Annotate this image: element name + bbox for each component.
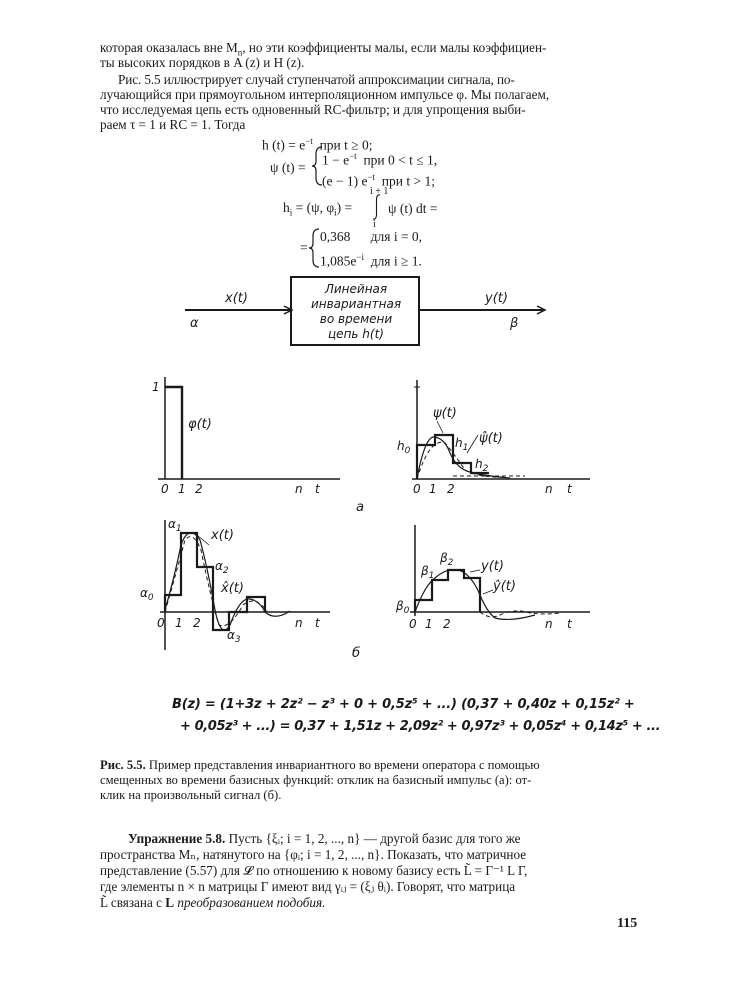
block-diagram xyxy=(170,270,560,350)
equation-psi-case1: $1 - e^{-t}$ при 0 < t ≤ 1, xyxy=(322,151,438,168)
formula-line-2: + 0,05z³ + ...) = 0,37 + 1,51z + 2,09z² + 0,97z³ + 0,05z⁴ + 0,14z⁵ + ... xyxy=(180,719,661,734)
x-tick-2: 2 xyxy=(443,617,451,631)
x-tick-1: 1 xyxy=(425,617,433,631)
phi-pulse xyxy=(165,387,182,479)
psi-label: ψ(t) xyxy=(433,406,457,421)
page-number: 115 xyxy=(617,916,638,931)
equation-h: h $(t) = e^{-t}$ при t ≥ 0; xyxy=(262,136,373,153)
phi-label: φ(t) xyxy=(188,417,212,432)
x-tick-n: n xyxy=(545,482,553,496)
h0-label: $h_0$ xyxy=(397,439,411,456)
x-tick-2: 2 xyxy=(195,482,203,496)
x-tick-t: t xyxy=(315,482,320,496)
alpha3-label: $\alpha_3$ xyxy=(227,628,241,645)
equation-integrand: ψ (t) dt = xyxy=(388,201,438,216)
exercise-line-3: представление (5.57) для 𝓛 по отношению к новому базису есть L̃ = Γ⁻¹ L Γ, xyxy=(100,863,528,878)
exercise-line-1: Упражнение 5.8. Пусть {ξᵢ; i = 1, 2, ..., n} — другой базис для того же xyxy=(128,831,521,846)
output-label: y(t) xyxy=(485,291,508,306)
integral-upper-limit: i + 1 xyxy=(370,186,389,197)
input-label: x(t) xyxy=(225,291,248,306)
para2-line-4: раем τ = 1 и RC = 1. Тогда xyxy=(100,117,246,132)
equation-hi: $h_i = (\psi$, $\varphi_i$) = xyxy=(283,200,353,218)
x-tick-0: 0 xyxy=(161,482,169,496)
plot-b-right xyxy=(395,520,595,635)
box-text-4: цепь h(t) xyxy=(328,327,384,341)
beta2-label: $\beta_2$ xyxy=(440,551,454,568)
formula-line-1: B(z) = (1+3z + 2z² − z³ + 0 + 0,5z⁵ + ...) (0,37 + 0,40z + 0,15z² + xyxy=(172,697,635,712)
figure-caption-line-1: Рис. 5.5. Пример представления инвариантного во времени оператора с помощью xyxy=(100,758,540,772)
x-tick-n: n xyxy=(295,616,303,630)
exercise-line-5: L̃ связана с L преобразованием подобия. xyxy=(100,895,326,910)
plot-b-left xyxy=(135,515,335,650)
x-tick-0: 0 xyxy=(157,616,165,630)
equation-val-case2: $1,085e^{-i}$ для i ≥ 1. xyxy=(320,252,422,269)
para2-line-3: что исследуемая цепь есть одновенный RC-фильтр; и для упрощения выби- xyxy=(100,102,526,117)
x-tick-t: t xyxy=(315,616,320,630)
box-text-2: инвариантная xyxy=(310,297,402,311)
y-label: y(t) xyxy=(481,559,504,574)
exercise-line-4: где элементы n × n матрицы Γ имеют вид γᵢⱼ = (ξⱼ θᵢ). Говорят, что матрица xyxy=(100,879,516,894)
figure-caption-line-3: клик на произвольный сигнал (б). xyxy=(100,788,282,802)
equation-val-eq: = xyxy=(300,240,308,255)
h2-label: $h_2$ xyxy=(475,457,489,474)
subfigure-a-label: а xyxy=(356,500,365,515)
alpha2-label: $\alpha_2$ xyxy=(215,559,229,576)
psi-hat-label: ψ̂(t) xyxy=(479,431,503,446)
para2-line-2: лучающийся при прямоугольном интерполяционном импульсе φ. Мы полагаем, xyxy=(100,87,550,102)
subfigure-b-label: б xyxy=(352,646,361,661)
x-tick-1: 1 xyxy=(175,616,183,630)
equation-psi-lhs: ψ (t) = xyxy=(270,160,306,175)
x-hat-label: x̂(t) xyxy=(221,581,244,596)
alpha0-label: $\alpha_0$ xyxy=(140,586,154,603)
box-text-3: во времени xyxy=(319,312,393,326)
x-tick-0: 0 xyxy=(413,482,421,496)
y-hat-label: ŷ(t) xyxy=(493,579,516,594)
y-tick-1: 1 xyxy=(152,380,160,394)
beta1-label: $\beta_1$ xyxy=(421,564,435,581)
x-tick-n: n xyxy=(545,617,553,631)
x-tick-2: 2 xyxy=(193,616,201,630)
text-line-1: которая оказалась вне $M_n$, но эти коэффициенты малы, если малы коэффициен- xyxy=(100,40,547,58)
x-tick-1: 1 xyxy=(429,482,437,496)
alpha1-label: $\alpha_1$ xyxy=(168,517,182,534)
input-coef: α xyxy=(190,316,199,331)
x-tick-1: 1 xyxy=(178,482,186,496)
para2-line-1: Рис. 5.5 иллюстрирует случай ступенчатой аппроксимации сигнала, по- xyxy=(118,72,515,87)
equation-val-case1: 0,368 для i = 0, xyxy=(320,229,423,244)
x-label: x(t) xyxy=(211,528,234,543)
exercise-line-2: пространства Mₙ, натянутого на {φᵢ; i = 1, 2, ..., n}. Показать, что матричное xyxy=(100,847,527,862)
equation-psi-case2: (e − 1) $e^{-t}$ при t > 1; xyxy=(322,172,435,189)
x-tick-2: 2 xyxy=(447,482,455,496)
output-coef: β xyxy=(510,316,519,331)
x-tick-t: t xyxy=(567,617,572,631)
figure-caption-line-2: смещенных во времени базисных функций: отклик на базисный импульс (а): от- xyxy=(100,773,532,787)
h1-label: $h_1$ xyxy=(455,436,469,453)
text-line-2: ты высоких порядков в A (z) и H (z). xyxy=(100,55,305,70)
x-tick-n: n xyxy=(295,482,303,496)
x-tick-0: 0 xyxy=(409,617,417,631)
plot-a-right xyxy=(395,375,595,500)
integral-lower-limit: i xyxy=(373,219,376,230)
plot-a-left xyxy=(140,365,345,500)
x-tick-t: t xyxy=(567,482,572,496)
beta0-label: $\beta_0$ xyxy=(396,599,410,616)
box-text-1: Линейная xyxy=(324,282,388,296)
